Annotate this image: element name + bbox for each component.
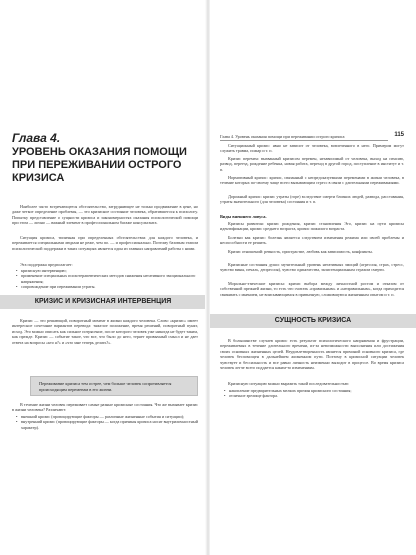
intro-paragraph-1: Наиболее часто встречающееся обстоятельство, затрудняющее не только продвижение в цене, но даже четкое определение проблемы, — это кризисное состояние человека, обратившегося к психологу. Попытку представление о сущности кризиса и закономерностях оказания психологической помощи при этом — лично — важный элемент в профессиональном багаже консультанта. [12,204,198,226]
right-paragraph-4: Дорожный кризис: кризис утраты (горе) вследствие смерти близких людей, развода, расставания, утраты значительного (для человека) состояния и т. п. [220,194,404,205]
right-subheading: Виды внешнего ловуса. [220,214,267,219]
list-item: • применение специальных психотерапевтических методов снижения негативного эмоционального напряжения; [16,273,198,284]
right-page [210,0,416,555]
essence-intro: Кризисную ситуацию можно выразить такой последовательностью: [228,381,350,386]
right-paragraph-9: Морально-этические кризисы: кризис выбора между личностной ростом и отказом от собственной прежней жизни, то есть что считать «правильным» и «неправильным», когда приходится связывать с мнением, не вписывающимся в привычную, сложившуюся жизненным опытом и т. п. [220,281,404,297]
crisis-paragraph: Кризис — это решающий, поворотный момент в жизни каждого человека. Слово «кризис» имеет интересное сочетание вариантов перевода: тяжелое положение, время решений, поворотный пункт, исход. Это можно описать как сильное потрясение, после которого человек уже никогда не будет таким, как прежде. Кризис — событие такое, что все, что было до него, теряет привычный смысл и не дает ответа на вопросы «кто я?» и «что мне теперь делать?». [12,318,198,345]
list-item: • отличное зрелище фактора. [224,393,404,398]
after-callout-paragraph: В течение жизни человек переживает самые разные кризисные состояния. Что же вызывает кризис в жизни человека? Различают: [12,402,198,413]
right-paragraph-1: Ситуационный кризис: явно не зависит от человека, вовлеченного в него. Примером могут служить травма, пожар и т. п. [220,143,404,154]
essence-list [224,388,404,399]
list-item: • сопровождение при переживании утраты. [16,284,198,289]
list-item: • кризисную интервенцию; [16,268,198,273]
intro-paragraph-2: Ситуация кризиса, типичная при определенных обстоятельствах для каждого человека, и переживается специальными людьми не реже, чем по. — и профессионально. Поэтому базовым этапом психологической поддержки в таких ситуациях является один из главных направлений работы с ними. [12,235,198,251]
right-paragraph-5: Кризисы развития: кризис рождения, кризис становления Эго, кризис на пути кризисы идентификации, кризис среднего возраста, кризис пожилого возраста. [220,221,404,232]
support-list [16,268,198,290]
right-paragraph-2: Кризис перемен: вызванный кризисом перемен, независимый от человека, выход на пенсию, развод, переезд, рождение ребенка, новая работа, переход в другой город, поступление в институт и т. п. [220,156,404,172]
chapter-label: Глава 4. [12,131,61,145]
right-paragraph-3: Нормативный кризис: кризис, связанный с непредсказуемыми переменами в жизни человека, в течение которых по-своему чаще всего вызывающим стресс в связи с длительными переживаниями. [220,175,404,186]
list-item: • накопление предварительных мелких причин кризисного состояния; [224,388,404,393]
right-paragraph-8: Кризисные состояния души: мучительный уровень негативных эмоций (агрессия, страх, стресс, чувство вины, печаль, депрессия), чувство одиночества, экзистенциальным страхом смерти. [220,262,404,273]
intro-paragraph-3: Эта поддержка предполагает: [20,262,73,267]
essence-paragraph: В большинстве случаев кризис есть результат психологического напряжения и фрустрации, переживаемых в течение длительного времени, из-за невозможности выполнения или достижения своих основных жизненных целей. Неудовлетворенность является причиной основного кризиса, где человек беспомощен в дальнейшем жизненном пути. Поэтому в кризисной ситуации человек чувствует и бессильность и все равно личность неизменно выходит в процессе. Во время кризиса человек легче всего поддается каким-то изменениям. [220,338,404,371]
list-item: • внешний кризис (провоцирующие факторы — различные жизненные события и ситуации); [16,414,198,419]
callout-box: Переживание кризиса тем острее, чем больше человек сопротивляется происходящим переменам в его жизни. [30,376,198,396]
cause-list [16,414,198,430]
list-item: • внутренний кризис (провоцирующие факторы — когда причины кризиса носят внутриличностный характер). [16,419,198,430]
running-head: Глава 4. Уровень оказания помощи при переживании острого кризиса [220,134,388,141]
right-paragraph-6: Болезни как кризис: болезнь является следствием изменения режима или своей проблемы и неспособности ее решить. [220,235,404,246]
section-heading-essence: СУЩНОСТЬ КРИЗИСА [210,314,416,328]
section-heading-crisis-intervention: КРИЗИС И КРИЗИСНАЯ ИНТЕРВЕНЦИЯ [0,295,206,309]
chapter-title: УРОВЕНЬ ОКАЗАНИЯ ПОМОЩИ ПРИ ПЕРЕЖИВАНИИ ОСТРОГО КРИЗИСА [12,146,187,184]
left-page [0,0,206,555]
page-number: 115 [394,132,404,138]
right-paragraph-7: Кризис отношений: ревность, пристрастие, любовь как зависимость, конфликты. [228,249,373,254]
